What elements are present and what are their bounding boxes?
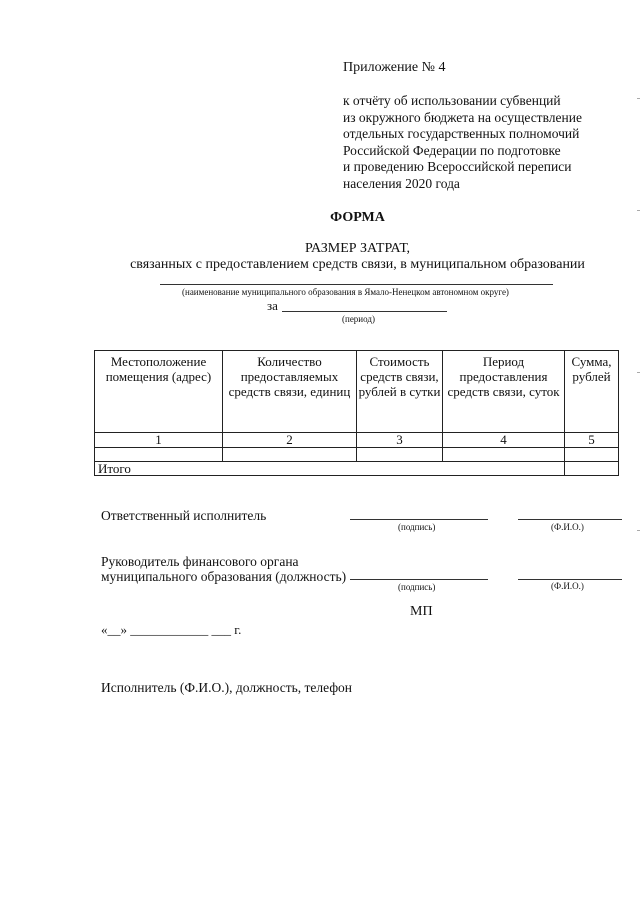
column-number: 3 (357, 433, 443, 448)
appendix-text (343, 93, 633, 192)
municipality-note: (наименование муниципального образования в Ямало-Ненецком автономном округе) (182, 287, 509, 297)
table-cell (443, 448, 565, 462)
municipality-line (160, 284, 553, 285)
date-line: «__» ____________ ___ г. (101, 622, 242, 637)
head-signature-line (350, 579, 488, 580)
head-name-note: (Ф.И.О.) (551, 581, 584, 591)
table-header-row (95, 351, 619, 433)
head-signature-note: (подпись) (398, 582, 436, 592)
table-header-cell: Период предоставления средств связи, суток (443, 351, 565, 433)
contact-label: Исполнитель (Ф.И.О.), должность, телефон (101, 680, 353, 695)
appendix-line: и проведению Всероссийской переписи (343, 159, 572, 174)
column-number: 1 (95, 433, 223, 448)
column-number: 5 (565, 433, 619, 448)
executor-label: Ответственный исполнитель (101, 508, 267, 523)
column-number: 2 (223, 433, 357, 448)
form-label: ФОРМА (330, 210, 385, 225)
table-header-cell: Сумма, рублей (565, 351, 619, 433)
appendix-line: населения 2020 года (343, 175, 460, 191)
executor-signature-note: (подпись) (398, 522, 436, 532)
table-cell (223, 448, 357, 462)
executor-signature-line (350, 519, 488, 520)
executor-name-line (518, 519, 622, 520)
table-header-cell: Количество предоставляемых средств связи, единиц (223, 351, 357, 433)
table-number-row (95, 433, 619, 448)
total-value (565, 462, 619, 476)
table-cell (357, 448, 443, 462)
period-prefix: за (267, 298, 278, 313)
total-label: Итого (95, 462, 565, 476)
appendix-line: из окружного бюджета на осуществление (343, 109, 582, 125)
stamp-label: МП (410, 604, 433, 619)
head-name-line (518, 579, 622, 580)
period-note: (период) (342, 314, 375, 324)
period-line (282, 311, 447, 312)
appendix-line: к отчёту об использовании субвенций (343, 93, 561, 108)
head-label-line1: Руководитель финансового органа (101, 554, 299, 569)
appendix-line: отдельных государственных полномочий (343, 126, 580, 141)
table-cell (565, 448, 619, 462)
table-header-cell: Местоположение помещения (адрес) (95, 351, 223, 433)
form-heading: РАЗМЕР ЗАТРАТ, (304, 241, 411, 256)
executor-name-note: (Ф.И.О.) (551, 522, 584, 532)
table-header-cell: Стоимость средств связи, рублей в сутки (357, 351, 443, 433)
table-row (95, 448, 619, 462)
column-number: 4 (443, 433, 565, 448)
appendix-line: Российской Федерации по подготовке (343, 142, 561, 158)
appendix-title: Приложение № 4 (343, 60, 446, 75)
table-cell (95, 448, 223, 462)
head-label-line2: муниципального образования (должность) (101, 569, 347, 584)
table-total-row (95, 462, 619, 476)
form-subheading: связанных с предоставлением средств связи, в муниципальном образовании (130, 257, 585, 272)
expense-table (94, 350, 619, 476)
